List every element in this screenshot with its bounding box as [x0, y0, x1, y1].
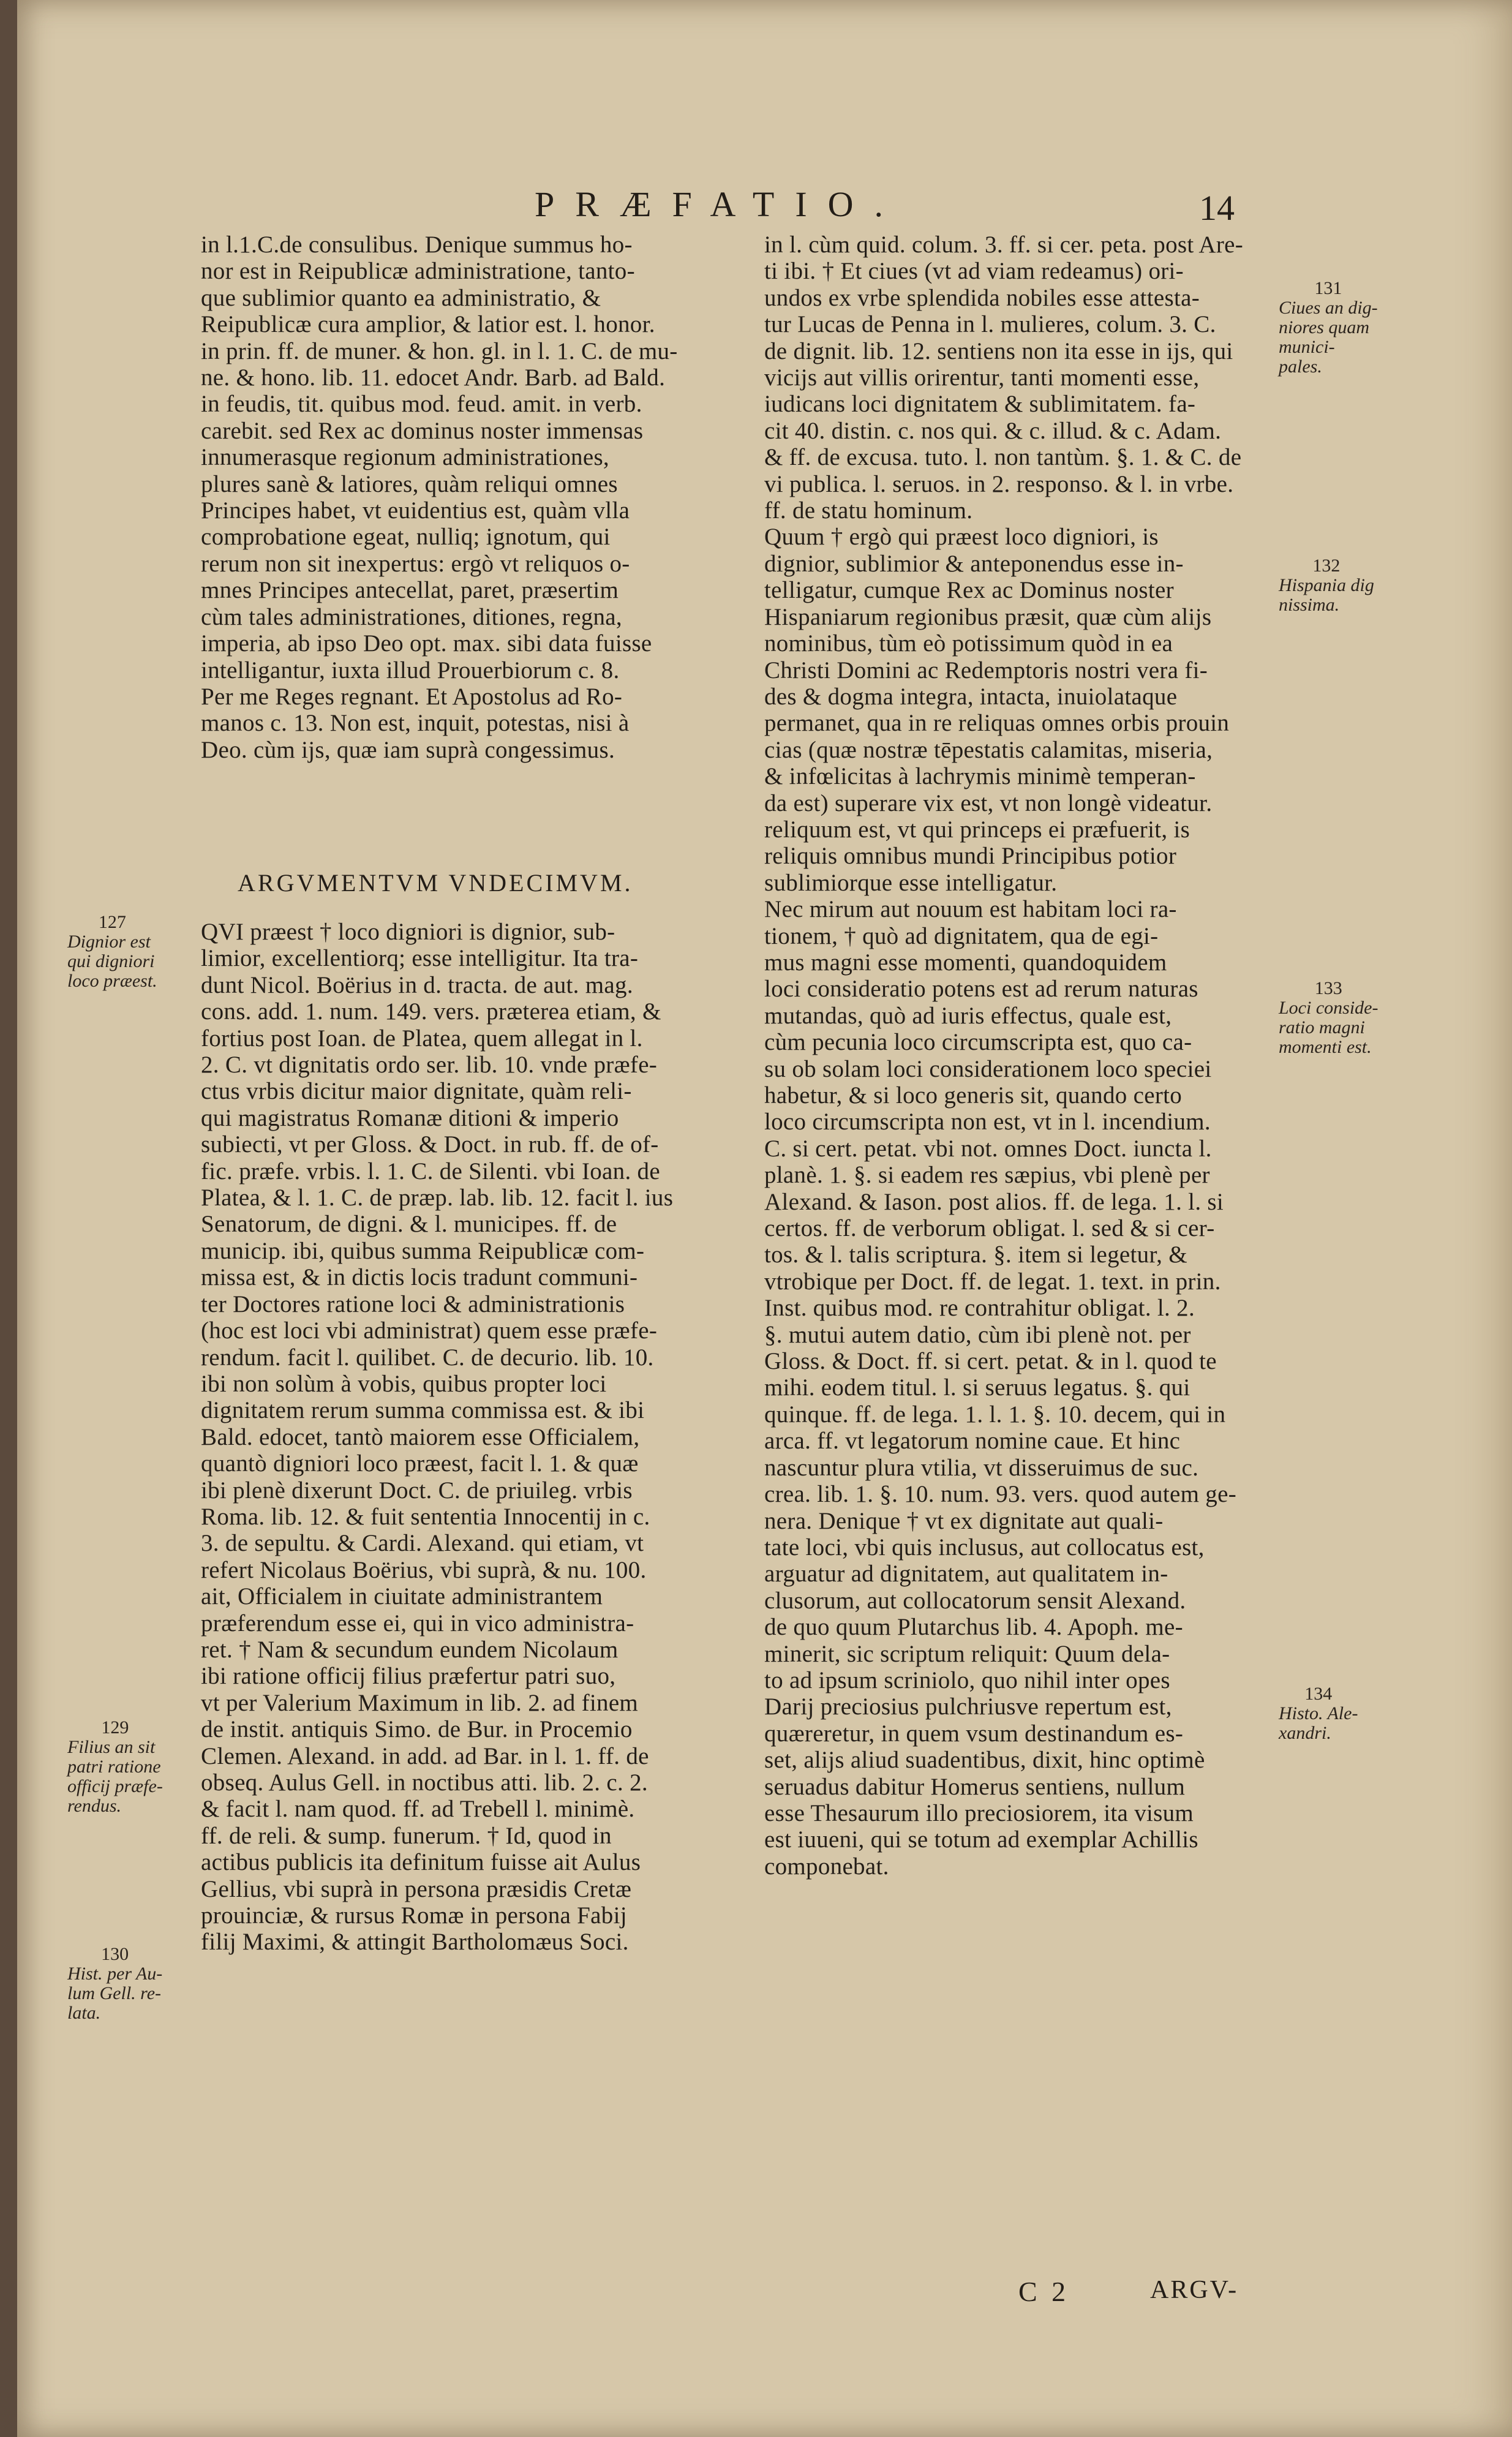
text-line: innumerasque regionum administrationes,: [201, 444, 609, 471]
text-line: cùm tales administrationes, ditiones, regna,: [201, 603, 622, 630]
text-line: plures sanè & latiores, quàm reliqui omnes: [201, 470, 618, 497]
text-line: arca. ff. vt legatorum nomine caue. Et hinc: [764, 1428, 1181, 1455]
text-line: Darij preciosius pulchriusve repertum est,: [764, 1693, 1172, 1720]
text-line: ait, Officialem in ciuitate administrantem: [201, 1583, 603, 1610]
margin-note-line: niores quam: [1279, 317, 1370, 337]
signature-mark: C 2: [1018, 2276, 1070, 2307]
text-line: ne. & hono. lib. 11. edocet Andr. Barb. ad Bald.: [201, 364, 666, 391]
text-line: Quum † ergò qui præest loco digniori, is: [764, 524, 1159, 551]
text-line: de dignit. lib. 12. sentiens non ita esse in ijs, qui: [764, 337, 1233, 364]
text-line: ibi plenè dixerunt Doct. C. de priuileg. vrbis: [201, 1477, 633, 1504]
left-column-top: [201, 232, 740, 763]
text-line: quantò digniori loco præest, facit l. 1. & quæ: [201, 1450, 639, 1477]
margin-note-number: 132: [1312, 556, 1341, 576]
text-line: ti ibi. † Et ciues (vt ad viam redeamus) ori-: [764, 258, 1184, 285]
margin-note-line: xandri.: [1279, 1723, 1331, 1743]
text-line: clusorum, aut collocatorum sensit Alexand.: [764, 1587, 1186, 1614]
margin-note-134: [1279, 1684, 1358, 1743]
text-line: missa est, & in dictis locis tradunt communi-: [201, 1264, 638, 1291]
text-line: vi publica. l. seruos. in 2. responso. & l. in vrbe.: [764, 470, 1234, 497]
text-line: Gloss. & Doct. ff. si cert. petat. & in l. quod te: [764, 1348, 1217, 1375]
text-line: componebat.: [764, 1853, 889, 1880]
margin-note-line: lata.: [67, 2003, 101, 2023]
text-line: crea. lib. 1. §. 10. num. 93. vers. quod autem ge-: [764, 1481, 1236, 1508]
text-line: set, alijs aliud suadentibus, dixit, hinc optimè: [764, 1747, 1205, 1774]
margin-note-number: 127: [98, 912, 126, 932]
text-line: de quo quum Plutarchus lib. 4. Apoph. me-: [764, 1614, 1183, 1641]
margin-note-line: Loci conside-: [1279, 998, 1378, 1018]
text-line: 3. de sepultu. & Cardi. Alexand. qui etiam, vt: [201, 1530, 644, 1557]
margin-note-number: 131: [1314, 278, 1342, 298]
text-line: nera. Denique † vt ex dignitate aut quali-: [764, 1507, 1164, 1534]
text-line: minerit, sic scriptum reliquit: Quum dela-: [764, 1640, 1170, 1667]
text-line: & infœlicitas à lachrymis minimè temperan-: [764, 763, 1196, 790]
margin-note-line: Hispania dig: [1279, 575, 1374, 595]
text-line: cons. add. 1. num. 149. vers. præterea etiam, &: [201, 998, 661, 1025]
margin-note-132: [1279, 556, 1374, 615]
text-line: ibi non solùm à vobis, quibus propter loci: [201, 1370, 607, 1397]
text-line: Reipublicæ cura amplior, & latior est. l. honor.: [201, 311, 655, 338]
margin-note-number: 129: [101, 1717, 129, 1738]
text-line: cùm pecunia loco circumscripta est, quo ca-: [764, 1029, 1192, 1056]
text-line: ter Doctores ratione loci & administrationis: [201, 1290, 625, 1317]
text-line: arguatur ad dignitatem, aut qualitatem in-: [764, 1561, 1168, 1588]
text-line: cit 40. distin. c. nos qui. & c. illud. & c. Adam.: [764, 417, 1222, 444]
margin-note-number: 133: [1314, 978, 1342, 998]
text-line: habetur, & si loco generis sit, quando certo: [764, 1082, 1183, 1109]
text-line: dunt Nicol. Boërius in d. tracta. de aut. mag.: [201, 971, 633, 998]
text-line: Principes habet, vt euidentius est, quàm vlla: [201, 497, 630, 524]
text-line: in prin. ff. de muner. & hon. gl. in l. 1. C. de mu-: [201, 337, 678, 364]
text-line: fic. præfe. vrbis. l. 1. C. de Silenti. vbi Ioan. de: [201, 1158, 660, 1185]
text-line: §. mutui autem datio, cùm ibi plenè not. per: [764, 1321, 1191, 1348]
text-line: Inst. quibus mod. re contrahitur obligat. l. 2.: [764, 1295, 1195, 1322]
margin-note-line: nissima.: [1279, 595, 1340, 615]
text-line: actibus publicis ita definitum fuisse ait Aulus: [201, 1849, 641, 1876]
margin-note-130: [67, 1945, 162, 2023]
text-line: iudicans loci dignitatem & sublimitatem. fa-: [764, 391, 1196, 418]
margin-note-line: ratio magni: [1279, 1017, 1365, 1038]
text-line: de instit. antiquis Simo. de Bur. in Procemio: [201, 1716, 633, 1743]
text-line: esse Thesaurum illo preciosiorem, ita visum: [764, 1799, 1194, 1826]
margin-note-line: Dignior est: [67, 932, 151, 952]
text-line: su ob solam loci considerationem loco speciei: [764, 1055, 1212, 1082]
text-line: Nec mirum aut nouum est habitam loci ra-: [764, 896, 1177, 923]
text-line: & ff. de excusa. tuto. l. non tantùm. §. 1. & C. de: [764, 444, 1242, 471]
text-line: comprobatione egeat, nulliq; ignotum, qui: [201, 524, 611, 551]
text-line: subiecti, vt per Gloss. & Doct. in rub. ff. de of-: [201, 1131, 659, 1158]
text-line: permanet, qua in re reliquas omnes orbis prouin: [764, 710, 1230, 737]
margin-note-line: Histo. Ale-: [1279, 1703, 1358, 1723]
catchword: ARGV-: [1150, 2276, 1239, 2304]
section-heading: ARGVMENTVM VNDECIMVM.: [238, 869, 633, 897]
text-line: undos ex vrbe splendida nobiles esse attesta-: [764, 284, 1200, 311]
margin-note-line: lum Gell. re-: [67, 1983, 162, 2003]
text-line: rerum non sit inexpertus: ergò vt reliquos o-: [201, 550, 630, 577]
text-line: QVI præest † loco digniori is dignior, sub-: [201, 919, 615, 945]
text-line: to ad ipsum scriniolo, quo nihil inter opes: [764, 1667, 1170, 1693]
left-column-bottom: [201, 919, 740, 1956]
text-line: filij Maximi, & attingit Bartholomæus Soci.: [201, 1929, 629, 1956]
text-line: vtrobique per Doct. ff. de legat. 1. text. in prin.: [764, 1268, 1221, 1295]
margin-note-line: Hist. per Au-: [67, 1964, 163, 1984]
text-line: nascuntur plura vtilia, vt disseruimus de suc.: [764, 1454, 1199, 1481]
text-line: carebit. sed Rex ac dominus noster immensas: [201, 417, 644, 444]
text-line: Roma. lib. 12. & fuit sententia Innocentij in c.: [201, 1503, 650, 1530]
text-line: Per me Reges regnant. Et Apostolus ad Ro-: [201, 683, 623, 710]
text-line: reliquum est, vt qui princeps ei præfuerit, is: [764, 816, 1190, 843]
text-line: (hoc est loci vbi administrat) quem esse præfe-: [201, 1317, 658, 1344]
text-line: mihi. eodem titul. l. si seruus legatus. §. qui: [764, 1374, 1190, 1401]
text-line: quinque. ff. de lega. 1. l. 1. §. 10. decem, qui in: [764, 1401, 1226, 1428]
text-line: Senatorum, de digni. & l. municipes. ff. de: [201, 1211, 617, 1238]
text-line: Gellius, vbi suprà in persona præsidis Cretæ: [201, 1875, 632, 1902]
text-line: in l.1.C.de consulibus. Denique summus ho-: [201, 232, 633, 258]
text-line: tur Lucas de Penna in l. mulieres, colum. 3. C.: [764, 311, 1216, 338]
text-line: tionem, † quò ad dignitatem, qua de egi-: [764, 922, 1159, 949]
text-line: imperia, ab ipso Deo opt. max. sibi data fuisse: [201, 630, 652, 657]
margin-note-number: 134: [1304, 1684, 1333, 1704]
text-line: loci consideratio potens est ad rerum naturas: [764, 976, 1198, 1003]
text-line: dignitatem rerum summa commissa est. & ibi: [201, 1397, 645, 1424]
margin-note-131: [1279, 279, 1378, 377]
text-line: & facit l. nam quod. ff. ad Trebell l. minimè.: [201, 1796, 635, 1823]
text-line: Alexand. & Iason. post alios. ff. de lega. 1. l. si: [764, 1188, 1224, 1215]
text-line: in feudis, tit. quibus mod. feud. amit. in verb.: [201, 391, 642, 418]
text-line: sublimiorque esse intelligatur.: [764, 869, 1058, 896]
text-line: limior, excellentiorq; esse intelligitur. Ita tra-: [201, 945, 639, 972]
text-line: obseq. Aulus Gell. in noctibus atti. lib. 2. c. 2.: [201, 1769, 648, 1796]
margin-note-number: 130: [101, 1944, 129, 1964]
text-line: telligatur, cumque Rex ac Dominus noster: [764, 577, 1174, 604]
margin-note-line: Ciues an dig-: [1279, 298, 1378, 318]
text-line: qui magistratus Romanæ ditioni & imperio: [201, 1104, 619, 1131]
text-line: tate loci, vbi quis inclusus, aut collocatus est,: [764, 1534, 1205, 1561]
margin-note-line: munici-: [1279, 337, 1335, 357]
text-line: Hispaniarum regionibus præsit, quæ cùm alijs: [764, 603, 1212, 630]
text-line: nor est in Reipublicæ administratione, tanto-: [201, 258, 635, 285]
text-line: manos c. 13. Non est, inquit, potestas, nisi à: [201, 710, 630, 737]
margin-note-line: officij præfe-: [67, 1776, 163, 1796]
text-line: Platea, & l. 1. C. de præp. lab. lib. 12. facit l. ius: [201, 1185, 674, 1211]
margin-note-line: loco præest.: [67, 971, 157, 991]
running-head: PRÆFATIO.: [535, 184, 905, 224]
text-line: refert Nicolaus Boërius, vbi suprà, & nu. 100.: [201, 1556, 647, 1583]
text-line: que sublimior quanto ea administratio, &: [201, 284, 601, 311]
margin-note-line: qui digniori: [67, 951, 155, 971]
text-line: in l. cùm quid. colum. 3. ff. si cer. peta. post Are-: [764, 232, 1244, 258]
text-line: reliquis omnibus mundi Principibus potior: [764, 843, 1177, 870]
text-line: Deo. cùm ijs, quæ iam suprà congessimus.: [201, 736, 615, 763]
text-line: dignior, sublimior & anteponendus esse in-: [764, 550, 1184, 577]
margin-note-line: pales.: [1279, 356, 1322, 377]
text-line: vicijs aut villis orirentur, tanti momenti esse,: [764, 364, 1200, 391]
margin-note-127: [67, 913, 157, 991]
margin-note-line: Filius an sit: [67, 1737, 156, 1757]
text-line: nominibus, tùm eò potissimum quòd in ea: [764, 630, 1173, 657]
text-line: est iuueni, qui se totum ad exemplar Achillis: [764, 1826, 1198, 1853]
text-line: quæreretur, in quem vsum destinandum es-: [764, 1720, 1184, 1747]
right-column: [764, 232, 1273, 1880]
text-line: Christi Domini ac Redemptoris nostri vera fi-: [764, 657, 1208, 684]
text-line: mus magni esse momenti, quandoquidem: [764, 949, 1167, 976]
text-line: 2. C. vt dignitatis ordo ser. lib. 10. vnde præfe-: [201, 1052, 658, 1079]
text-line: ff. de reli. & sump. funerum. † Id, quod in: [201, 1822, 612, 1849]
margin-note-line: rendus.: [67, 1796, 122, 1816]
text-line: tos. & l. talis scriptura. §. item si legetur, &: [764, 1241, 1187, 1268]
text-line: des & dogma integra, intacta, inuiolataque: [764, 683, 1178, 710]
margin-note-line: momenti est.: [1279, 1037, 1372, 1057]
text-line: Bald. edocet, tantò maiorem esse Officialem,: [201, 1423, 640, 1450]
text-line: C. si cert. petat. vbi not. omnes Doct. iuncta l.: [764, 1135, 1212, 1162]
text-line: ibi ratione officij filius præfertur patri suo,: [201, 1663, 616, 1690]
text-line: municip. ibi, quibus summa Reipublicæ com-: [201, 1237, 645, 1264]
text-line: vt per Valerium Maximum in lib. 2. ad finem: [201, 1689, 639, 1716]
text-line: mutandas, quò ad iuris effectus, quale est,: [764, 1002, 1172, 1029]
text-line: mnes Principes antecellat, paret, præsertim: [201, 577, 619, 604]
text-line: ff. de statu hominum.: [764, 497, 973, 524]
book-page: [17, 0, 1512, 2437]
text-line: Clemen. Alexand. in add. ad Bar. in l. 1. ff. de: [201, 1742, 649, 1769]
page-number: 14: [1199, 188, 1235, 228]
text-line: præferendum esse ei, qui in vico administra-: [201, 1610, 634, 1637]
text-line: cias (quæ nostræ tēpestatis calamitas, miseria,: [764, 736, 1213, 763]
text-line: seruadus dabitur Homerus sentiens, nullum: [764, 1773, 1186, 1800]
text-line: ret. † Nam & secundum eundem Nicolaum: [201, 1636, 619, 1663]
text-line: intelligantur, iuxta illud Prouerbiorum c. 8.: [201, 657, 620, 684]
text-line: prouinciæ, & rursus Romæ in persona Fabij: [201, 1902, 627, 1929]
text-line: rendum. facit l. quilibet. C. de decurio. lib. 10.: [201, 1344, 654, 1371]
text-line: loco circumscripta non est, vt in l. incendium.: [764, 1109, 1211, 1136]
text-line: planè. 1. §. si eadem res sæpius, vbi plenè per: [764, 1162, 1210, 1189]
margin-note-line: patri ratione: [67, 1757, 161, 1777]
text-line: certos. ff. de verborum obligat. l. sed & si cer-: [764, 1215, 1215, 1242]
text-line: da est) superare vix est, vt non longè videatur.: [764, 789, 1213, 816]
margin-note-133: [1279, 979, 1378, 1057]
text-line: ctus vrbis dicitur maior dignitate, quàm reli-: [201, 1078, 632, 1105]
margin-note-129: [67, 1718, 163, 1816]
text-line: fortius post Ioan. de Platea, quem allegat in l.: [201, 1025, 643, 1052]
